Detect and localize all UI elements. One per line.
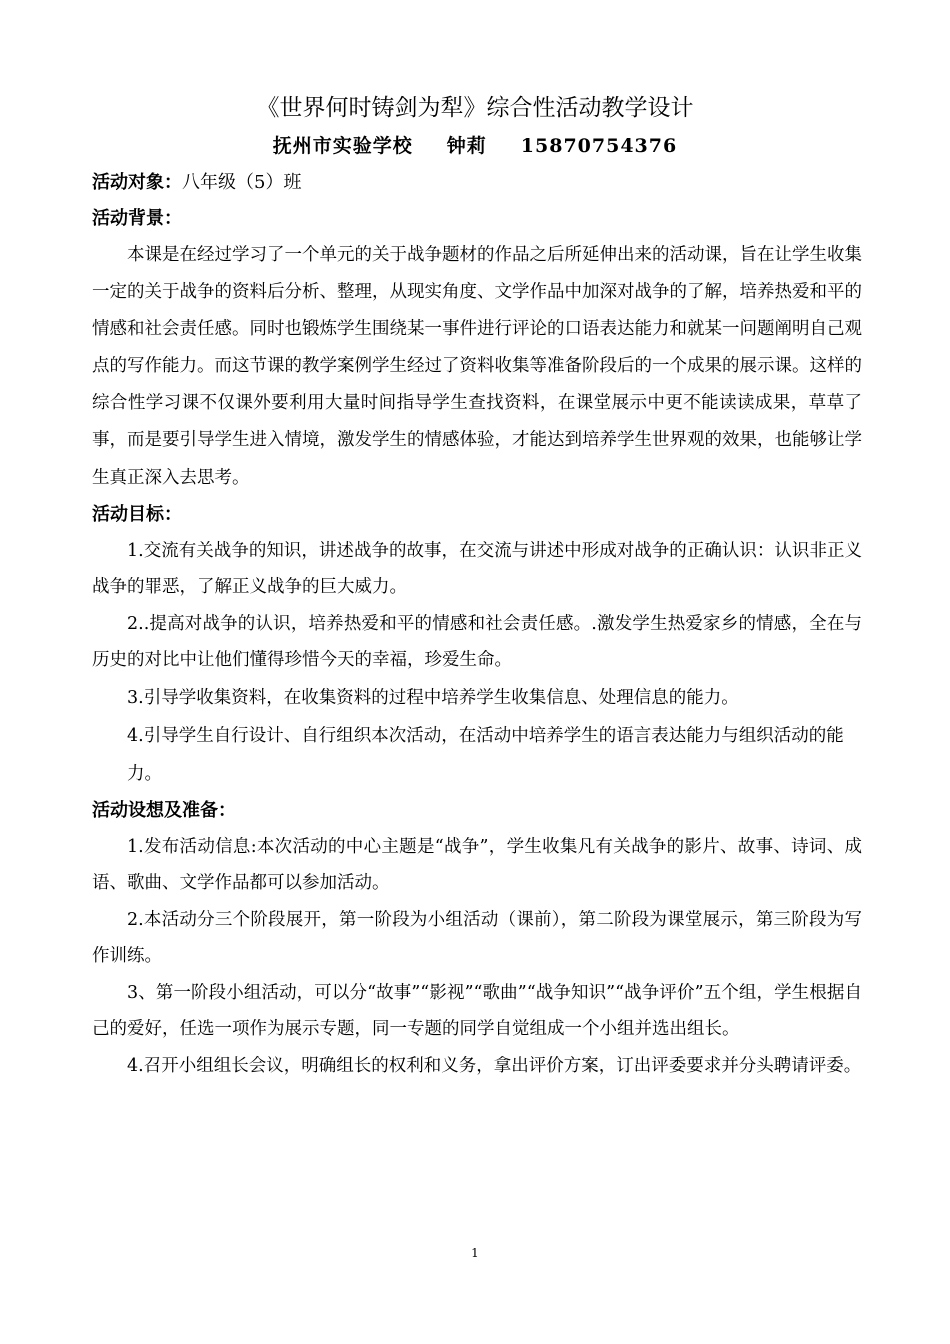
- background-heading: 活动背景：: [92, 208, 182, 229]
- page-number: 1: [471, 1246, 479, 1260]
- target-label: 活动对象：: [92, 172, 182, 193]
- author-name: 钟莉: [446, 135, 487, 157]
- goals-heading: 活动目标：: [92, 503, 182, 525]
- preparation-item: 4.召开小组组长会议，明确组长的权利和义务，拿出评价方案，订出评委要求并分头聘请评委。: [127, 1055, 862, 1076]
- author-line: [0, 131, 950, 161]
- goal-item: 1.交流有关战争的知识，讲述战争的故事，在交流与讲述中形成对战争的正确认识：认识非正义战争的罪恶，了解正义战争的巨大威力。: [92, 540, 862, 598]
- target-value: 八年级（5）班: [182, 172, 302, 193]
- goal-item: 4.引导学生自行设计、自行组织本次活动，在活动中培养学生的语言表达能力与组织活动的能力。: [127, 725, 844, 784]
- section-target: [92, 165, 862, 201]
- goal-item: 2..提高对战争的认识，培养热爱和平的情感和社会责任感。.激发学生热爱家乡的情感，全在与历史的对比中让他们懂得珍惜今天的幸福，珍爱生命。: [92, 613, 862, 671]
- preparation-heading: 活动设想及准备：: [92, 799, 236, 821]
- author-school: 抚州市实验学校: [272, 135, 413, 157]
- preparation-item: 2.本活动分三个阶段展开，第一阶段为小组活动（课前），第二阶段为课堂展示，第三阶段为写作训练。: [92, 909, 862, 967]
- background-paragraph: 本课是在经过学习了一个单元的关于战争题材的作品之后所延伸出来的活动课，旨在让学生收集一定的关于战争的资料后分析、整理，从现实角度、文学作品中加深对战争的了解，培养热爱和平的情感和社会责任感。同时也锻炼学生围绕某一事件进行评论的口语表达能力和就某一问题阐明自己观点的写作能力。而这节课的教学案例学生经过了资料收集等准备阶段后的一个成果的展示课。这样的综合性学习课不仅课外要利用大量时间指导学生查找资料，在课堂展示中更不能读读成果，草草了事，而是要引导学生进入情境，激发学生的情感体验，才能达到培养学生世界观的效果，也能够让学生真正深入去思考。: [92, 245, 862, 488]
- preparation-item: 3、第一阶段小组活动，可以分“故事”“影视”“歌曲”“战争知识”“战争评价”五个组，学生根据自己的爱好，任选一项作为展示专题，同一专题的同学自觉组成一个小组并选出组长。: [92, 982, 862, 1040]
- document-title: 《世界何时铸剑为犁》综合性活动教学设计: [256, 95, 694, 121]
- document-body: [92, 165, 862, 1084]
- preparation-item: 1.发布活动信息:本次活动的中心主题是“战争”，学生收集凡有关战争的影片、故事、诗词、成语、歌曲、文学作品都可以参加活动。: [92, 836, 862, 894]
- author-phone: 15870754376: [520, 135, 678, 157]
- goal-item: 3.引导学收集资料，在收集资料的过程中培养学生收集信息、处理信息的能力。: [127, 687, 739, 708]
